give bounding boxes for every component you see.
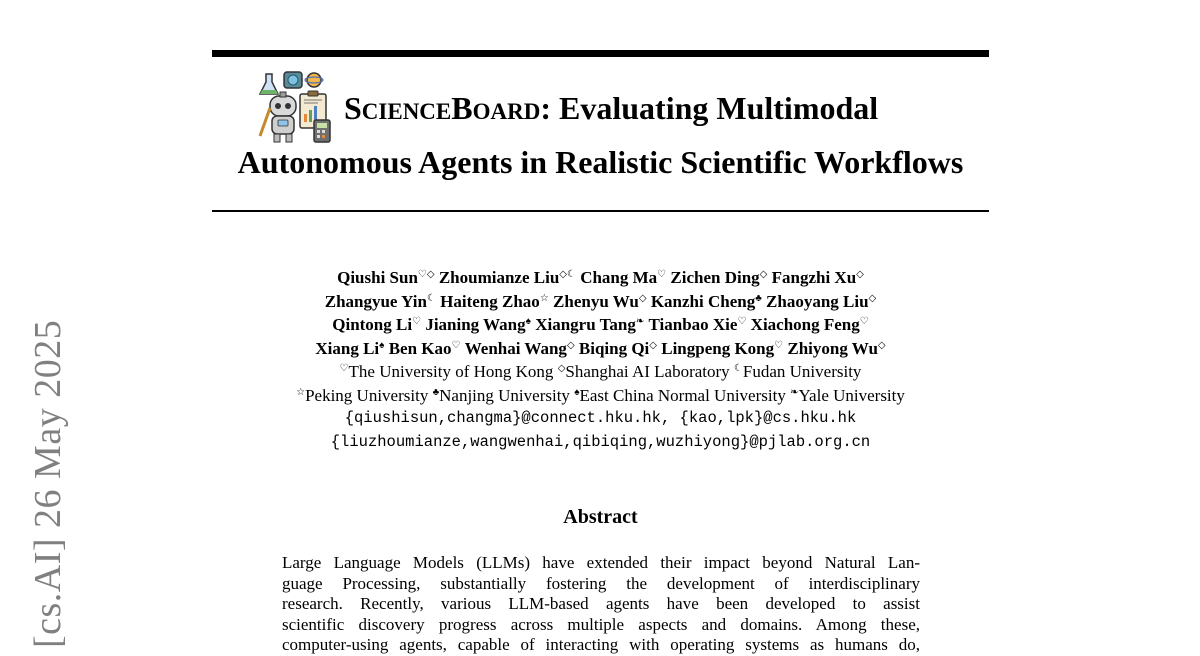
author-name: Lingpeng Kong (661, 338, 775, 358)
affiliation-line (212, 384, 989, 408)
email-line: {qiushisun,changma}@connect.hku.hk, {kao,lpk}@cs.hku.hk (344, 409, 857, 427)
scienceboard-logo-icon (256, 70, 334, 144)
author-name: Jianing Wang (425, 315, 526, 334)
abstract-body (282, 553, 920, 656)
affiliation-line (212, 360, 989, 384)
author-name: Xiangru Tang (535, 315, 636, 334)
affiliation-mark: ◇ (638, 292, 647, 304)
email-line: {liuzhoumianze,wangwenhai,qibiqing,wuzhiyong}@pjlab.org.cn (330, 432, 871, 451)
author-name: Zhaoyang Liu (766, 291, 869, 311)
author-name: Qintong Li (332, 315, 413, 334)
author-name: Zhangyue Yin (324, 291, 427, 311)
author-name: Tianbao Xie (648, 315, 738, 334)
affiliation-mark: ♡ (412, 316, 422, 327)
affiliation-mark: ◇ (566, 339, 575, 351)
affiliation-mark: ◇ (557, 363, 566, 374)
author-line (212, 290, 989, 314)
affiliation-mark: ♡ (339, 363, 349, 374)
affiliation-name: The University of Hong Kong (348, 362, 558, 381)
abstract-line: scientific discovery progress across multiple aspects and domains. Among these, (282, 614, 920, 634)
author-name: Xiachong Feng (750, 315, 860, 334)
affiliation-name: Nanjing University (439, 385, 575, 405)
affiliation-mark: ◇☾ (559, 269, 576, 280)
abstract-heading: Abstract (563, 506, 638, 528)
author-name: Zhenyu Wu (553, 291, 639, 311)
affiliation-mark: ♣ (432, 386, 440, 398)
affiliation-mark: ♡ (451, 339, 461, 351)
arxiv-stamp: [cs.AI] 26 May 2025 (27, 319, 69, 648)
affiliation-mark: ♡◇ (417, 269, 435, 280)
affiliation-mark: ❧ (635, 316, 645, 327)
affiliation-mark: ◇ (877, 339, 886, 351)
affiliation-mark: ♡ (737, 316, 747, 327)
author-name: Haiteng Zhao (440, 291, 540, 311)
title-scienceboard: SCIENCEBOARD (344, 90, 541, 126)
abstract-line: Large Language Models (LLMs) have extended their impact beyond Natural Lan- (282, 553, 920, 572)
author-name: Chang Ma (580, 268, 658, 287)
author-name: Kanzhi Cheng (650, 291, 756, 311)
affiliation-name: Shanghai AI Laboratory (565, 362, 734, 381)
author-name: Zhoumianze Liu (438, 268, 560, 287)
title-top-rule (212, 50, 989, 57)
abstract-line: guage Processing, substantially fostering the development of interdisciplinary (282, 573, 920, 593)
affiliation-mark: ♣ (755, 292, 762, 304)
affiliation-mark: ♡ (859, 316, 869, 327)
paper-title-line-1: SCIENCEBOARD: Evaluating Multimodal (344, 90, 879, 126)
affiliation-name: Yale University (798, 385, 905, 405)
affiliation-mark: ◇ (868, 292, 877, 304)
author-line (212, 313, 989, 337)
affiliation-mark: ♠ (525, 316, 531, 327)
title-bottom-rule (212, 210, 989, 212)
author-name: Zichen Ding (670, 268, 760, 287)
author-name: Biqing Qi (578, 338, 650, 358)
affiliation-mark: ♠ (379, 339, 385, 351)
paper-title-line-2: Autonomous Agents in Realistic Scientific Workflows (237, 144, 964, 180)
affiliation-mark: ☆ (539, 292, 549, 304)
affiliation-name: East China Normal University (579, 385, 791, 405)
affiliation-mark: ☾ (426, 292, 436, 304)
affiliation-mark: ❧ (790, 386, 799, 398)
author-block (212, 266, 989, 454)
abstract-line: computer-using agents, capable of interacting with operating systems as humans do, (282, 635, 920, 654)
affiliation-mark: ☆ (296, 386, 306, 398)
author-name: Ben Kao (388, 338, 452, 358)
author-name: Xiang Li (315, 338, 380, 358)
author-name: Fangzhi Xu (771, 268, 857, 287)
abstract-line: research. Recently, various LLM-based agents have been developed to assist (282, 594, 920, 613)
author-line (212, 337, 989, 361)
affiliation-name: Peking University (305, 385, 433, 405)
affiliation-mark: ◇ (759, 269, 768, 280)
author-name: Zhiyong Wu (787, 338, 878, 358)
affiliation-name: Fudan University (742, 362, 862, 381)
author-name: Wenhai Wang (464, 338, 567, 358)
affiliation-mark: ◇ (649, 339, 657, 351)
affiliation-mark: ♡ (657, 269, 667, 280)
affiliation-mark: ◇ (856, 269, 864, 280)
author-line (212, 266, 989, 290)
affiliation-mark: ☾ (733, 363, 743, 374)
affiliation-mark: ♡ (774, 339, 784, 351)
author-name: Qiushi Sun (337, 268, 418, 287)
affiliation-mark: ♠ (574, 386, 580, 398)
